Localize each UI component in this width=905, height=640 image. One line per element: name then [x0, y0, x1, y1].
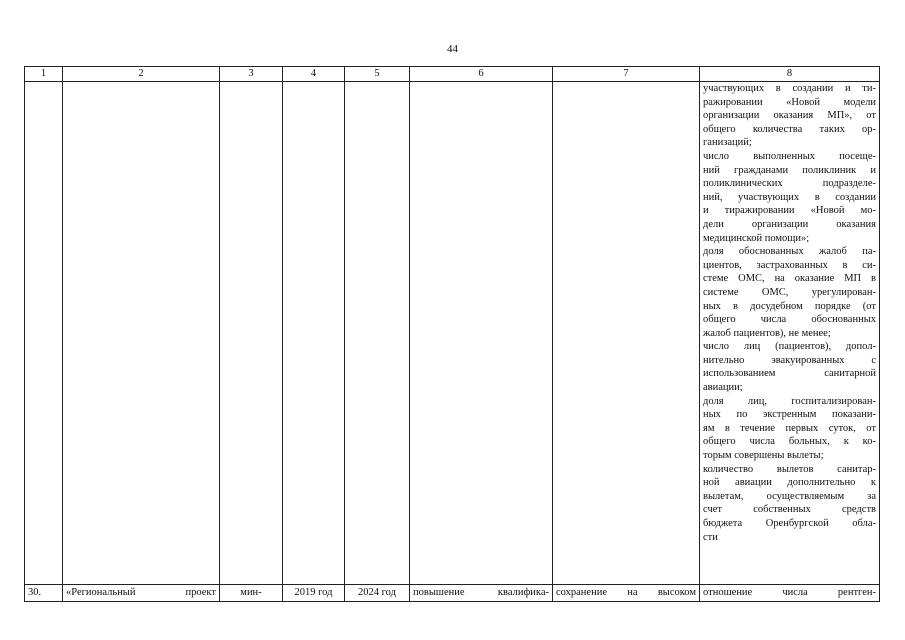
- indicator-line: организации оказания МП», от: [703, 110, 876, 122]
- row-number-cell: 30.: [25, 585, 63, 602]
- indicator-line: ям в течение первых суток, от: [703, 422, 876, 434]
- indicator-line: ных по экстренным показани-: [703, 409, 876, 421]
- result-cell: повышение квалифика-: [410, 585, 553, 602]
- table-row-30: [25, 585, 880, 602]
- indicator-cell: отношение числа рентген-: [700, 585, 880, 602]
- col-number-3: 3: [220, 67, 283, 82]
- indicator-line: нительно эвакуированных с: [703, 354, 876, 366]
- indicator-line: доля обоснованных жалоб па-: [703, 246, 876, 258]
- indicator-line: ражировании «Новой модели: [703, 96, 876, 108]
- start-year-cell: 2019 год: [283, 585, 345, 602]
- col-number-8: 8: [700, 67, 880, 82]
- indicator-line: стеме ОМС, на оказание МП в: [703, 273, 876, 285]
- executor-cell: мин-: [220, 585, 283, 602]
- indicator-line: число выполненных посеще-: [703, 150, 876, 162]
- indicator-line: использованием санитарной: [703, 368, 876, 380]
- indicator-line: ных в досудебном порядке (от: [703, 300, 876, 312]
- indicator-line: авиации;: [703, 382, 743, 394]
- cont-cell-3: [220, 82, 283, 585]
- indicator-line: ганизаций;: [703, 137, 752, 149]
- col-number-6: 6: [410, 67, 553, 82]
- indicators-continuation-cell: [700, 82, 880, 585]
- indicator-line: вылетам, осуществляемым за: [703, 490, 876, 502]
- indicator-line: общего количества таких ор-: [703, 123, 876, 135]
- indicator-line: медицинской помощи»;: [703, 232, 810, 244]
- end-year-cell: 2024 год: [345, 585, 410, 602]
- indicator-line: ной авиации дополнительно к: [703, 477, 876, 489]
- cont-cell-6: [410, 82, 553, 585]
- column-number-row: [25, 67, 880, 82]
- indicator-line: системе ОМС, урегулирован-: [703, 286, 876, 298]
- col-number-4: 4: [283, 67, 345, 82]
- col-number-7: 7: [553, 67, 700, 82]
- page-number: 44: [447, 43, 458, 55]
- indicator-line: торым совершены вылеты;: [703, 450, 824, 462]
- indicator-line: и тиражировании «Новой мо-: [703, 205, 876, 217]
- indicator-line: бюджета Оренбургской обла-: [703, 518, 876, 529]
- cont-cell-2: [63, 82, 220, 585]
- indicator-line: общего числа больных, к ко-: [703, 436, 876, 448]
- indicator-line: дели организации оказания: [703, 218, 876, 230]
- indicator-line: ний, участвующих в создании: [703, 191, 876, 203]
- outcome-cell: сохранение на высоком: [553, 585, 700, 602]
- programme-table: [24, 66, 880, 602]
- col-number-1: 1: [25, 67, 63, 82]
- indicator-line: ний гражданами поликлиник и: [703, 164, 876, 176]
- indicator-line: счет собственных средств: [703, 504, 876, 516]
- indicator-line: участвующих в создании и ти-: [703, 83, 876, 94]
- cont-cell-4: [283, 82, 345, 585]
- col-number-2: 2: [63, 67, 220, 82]
- cont-cell-1: [25, 82, 63, 585]
- indicator-line: общего числа обоснованных: [703, 314, 876, 326]
- indicator-line: количество вылетов санитар-: [703, 463, 876, 475]
- continuation-row: [25, 82, 880, 585]
- indicator-line: жалоб пациентов), не менее;: [703, 327, 831, 339]
- indicator-line: сти: [703, 531, 718, 543]
- cont-cell-7: [553, 82, 700, 585]
- indicator-line: доля лиц, госпитализирован-: [703, 395, 876, 407]
- project-name-cell: «Региональный проект: [63, 585, 220, 602]
- indicator-line: циентов, застрахованных в си-: [703, 259, 876, 271]
- cont-cell-5: [345, 82, 410, 585]
- indicator-line: поликлинических подразделе-: [703, 178, 876, 190]
- indicator-line: число лиц (пациентов), допол-: [703, 341, 876, 353]
- col-number-5: 5: [345, 67, 410, 82]
